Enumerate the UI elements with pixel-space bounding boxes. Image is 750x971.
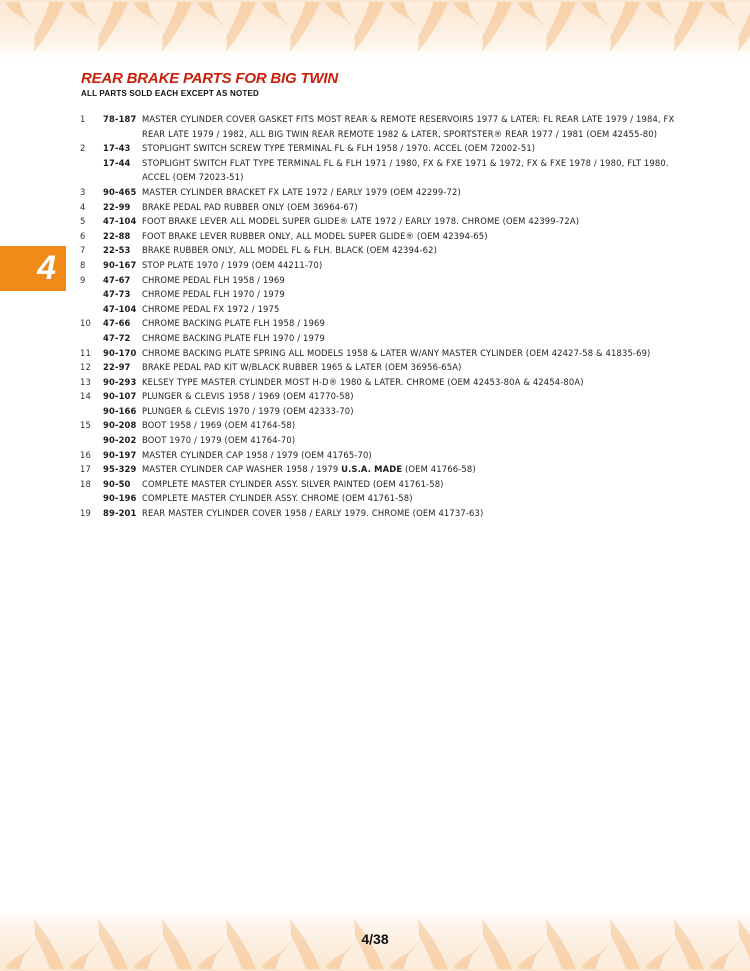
- part-description: [142, 389, 680, 404]
- part-description: [142, 418, 680, 433]
- part-description: [142, 156, 680, 185]
- page-subtitle: ALL PARTS SOLD EACH EXCEPT AS NOTED: [81, 89, 259, 98]
- part-number: 89-201: [103, 508, 137, 519]
- description-text: REAR MASTER CYLINDER COVER 1958 / EARLY 1979. CHROME (OEM 41737-63): [142, 508, 484, 519]
- part-description: [142, 462, 680, 477]
- part-number: 90-196: [103, 493, 137, 504]
- description-text: CHROME PEDAL FLH 1958 / 1969: [142, 274, 285, 285]
- part-row: [80, 141, 680, 156]
- part-number: 22-53: [103, 245, 131, 256]
- item-number: 10: [80, 318, 91, 329]
- item-number: 8: [80, 259, 86, 270]
- description-text: BRAKE PEDAL PAD RUBBER ONLY (OEM 36964-67): [142, 201, 358, 212]
- item-number: [80, 287, 103, 302]
- item-number: 7: [80, 245, 86, 256]
- description-text: CHROME BACKING PLATE FLH 1958 / 1969: [142, 318, 325, 329]
- part-description: [142, 346, 680, 361]
- description-text: CHROME BACKING PLATE FLH 1970 / 1979: [142, 332, 325, 343]
- part-number: 90-197: [103, 449, 137, 460]
- item-number: 5: [80, 216, 86, 227]
- part-number: 90-293: [103, 376, 137, 387]
- part-number: 90-107: [103, 391, 137, 402]
- part-number: 47-73: [103, 289, 131, 300]
- description-text: MASTER CYLINDER CAP 1958 / 1979 (OEM 41765-70): [142, 449, 372, 460]
- part-row: [80, 448, 680, 463]
- usa-made-label: U.S.A. MADE: [341, 464, 403, 475]
- part-row: [80, 214, 680, 229]
- part-row: [80, 287, 680, 302]
- item-number: [80, 302, 103, 317]
- part-description: [142, 273, 680, 288]
- part-description: [142, 258, 680, 273]
- part-row: [80, 433, 680, 448]
- part-row: [80, 462, 680, 477]
- part-number: 22-97: [103, 362, 131, 373]
- description-text: STOP PLATE 1970 / 1979 (OEM 44211-70): [142, 259, 323, 270]
- description-text: COMPLETE MASTER CYLINDER ASSY. CHROME (OEM 41761-58): [142, 493, 413, 504]
- part-number: 47-104: [103, 303, 137, 314]
- item-number: 16: [80, 449, 91, 460]
- part-description: [142, 287, 680, 302]
- part-number: 78-187: [103, 114, 137, 124]
- description-text: BRAKE RUBBER ONLY, ALL MODEL FL & FLH. BLACK (OEM 42394-62): [142, 245, 438, 256]
- description-text: BOOT 1970 / 1979 (OEM 41764-70): [142, 435, 296, 446]
- part-number: 17-44: [103, 157, 131, 168]
- part-description: [142, 141, 680, 156]
- item-number: 9: [80, 274, 86, 285]
- part-row: [80, 229, 680, 244]
- item-number: 11: [80, 347, 91, 358]
- part-description: [142, 375, 680, 390]
- description-text: BRAKE PEDAL PAD KIT W/BLACK RUBBER 1965 & LATER (OEM 36956-65A): [142, 362, 462, 373]
- part-number: 90-50: [103, 478, 131, 489]
- part-row: [80, 404, 680, 419]
- item-number: 14: [80, 391, 91, 402]
- section-number: 4: [37, 249, 56, 287]
- description-text: PLUNGER & CLEVIS 1970 / 1979 (OEM 42333-70): [142, 405, 354, 416]
- part-number: 95-329: [103, 464, 137, 475]
- part-row: [80, 477, 680, 492]
- part-number: 22-88: [103, 230, 131, 241]
- item-number: 17: [80, 464, 91, 475]
- part-row: [80, 112, 680, 141]
- item-number: 19: [80, 508, 91, 519]
- page-title: REAR BRAKE PARTS FOR BIG TWIN: [81, 70, 338, 87]
- part-row: [80, 331, 680, 346]
- description-text: MASTER CYLINDER BRACKET FX LATE 1972 / EARLY 1979 (OEM 42299-72): [142, 186, 461, 197]
- part-row: [80, 360, 680, 375]
- description-text: MASTER CYLINDER CAP WASHER 1958 / 1979: [142, 464, 339, 475]
- description-tail: (OEM 41766-58): [405, 464, 476, 475]
- part-row: [80, 418, 680, 433]
- flame-pattern-top: [0, 0, 750, 60]
- part-row: [80, 200, 680, 215]
- description-text: COMPLETE MASTER CYLINDER ASSY. SILVER PAINTED (OEM 41761-58): [142, 478, 444, 489]
- part-description: [142, 448, 680, 463]
- part-row: [80, 302, 680, 317]
- part-number: 47-67: [103, 274, 131, 285]
- part-row: [80, 273, 680, 288]
- part-row: [80, 491, 680, 506]
- description-text: FOOT BRAKE LEVER ALL MODEL SUPER GLIDE® LATE 1972 / EARLY 1978. CHROME (OEM 42399-72A): [142, 216, 580, 227]
- part-number: 47-72: [103, 332, 131, 343]
- part-number: 47-104: [103, 216, 137, 227]
- description-text: CHROME BACKING PLATE SPRING ALL MODELS 1958 & LATER W/ANY MASTER CYLINDER (OEM 42427-58 & 41835-69): [142, 347, 651, 358]
- part-number: 17-43: [103, 143, 131, 154]
- part-number: 90-170: [103, 347, 137, 358]
- description-text: FOOT BRAKE LEVER RUBBER ONLY, ALL MODEL SUPER GLIDE® (OEM 42394-65): [142, 230, 488, 241]
- description-text: CHROME PEDAL FLH 1970 / 1979: [142, 289, 285, 300]
- page-number: 4/38: [361, 931, 389, 947]
- parts-list: [80, 112, 680, 521]
- item-number: [80, 491, 103, 506]
- description-text: KELSEY TYPE MASTER CYLINDER MOST H-D® 1980 & LATER. CHROME (OEM 42453-80A & 42454-80A): [142, 376, 584, 387]
- description-text: PLUNGER & CLEVIS 1958 / 1969 (OEM 41770-58): [142, 391, 354, 402]
- part-description: [142, 200, 680, 215]
- part-description: [142, 243, 680, 258]
- item-number: 12: [80, 362, 91, 373]
- part-row: [80, 389, 680, 404]
- part-description: [142, 404, 680, 419]
- part-description: [142, 214, 680, 229]
- part-description: [142, 477, 680, 492]
- part-row: [80, 243, 680, 258]
- part-number: 90-166: [103, 405, 137, 416]
- part-number: 90-167: [103, 259, 137, 270]
- part-description: [142, 112, 680, 141]
- description-text: STOPLIGHT SWITCH FLAT TYPE TERMINAL FL & FLH 1971 / 1980, FX & FXE 1971 & 1972, FX & FXE 1978 / 1980, FLT 1980. ACCEL (OEM 72023-51): [142, 157, 669, 183]
- part-description: [142, 302, 680, 317]
- item-number: 3: [80, 186, 86, 197]
- item-number: 2: [80, 143, 86, 154]
- part-row: [80, 346, 680, 361]
- part-number: 22-99: [103, 201, 131, 212]
- description-text: MASTER CYLINDER COVER GASKET FITS MOST REAR & REMOTE RESERVOIRS 1977 & LATER: FL REAR LATE 1979 / 1984, FX REAR LATE 1979 / 1982, ALL BIG TWIN REAR REMOTE 1982 & LATER, SPORTSTER® REAR 1977 / 1981 (OEM 42455-80): [142, 114, 675, 139]
- part-row: [80, 258, 680, 273]
- section-tab: [0, 246, 66, 291]
- flame-border-top: [0, 0, 750, 60]
- item-number: [80, 433, 103, 448]
- part-row: [80, 185, 680, 200]
- part-row: [80, 316, 680, 331]
- item-number: 13: [80, 376, 91, 387]
- item-number: 4: [80, 201, 86, 212]
- item-number: [80, 156, 103, 185]
- part-description: [142, 506, 680, 521]
- part-description: [142, 185, 680, 200]
- part-description: [142, 433, 680, 448]
- part-description: [142, 491, 680, 506]
- part-number: 90-202: [103, 435, 137, 446]
- part-row: [80, 156, 680, 185]
- part-number: 90-465: [103, 186, 137, 197]
- part-number: 90-208: [103, 420, 137, 431]
- part-description: [142, 360, 680, 375]
- part-description: [142, 331, 680, 346]
- item-number: [80, 331, 103, 346]
- description-text: CHROME PEDAL FX 1972 / 1975: [142, 303, 280, 314]
- description-text: BOOT 1958 / 1969 (OEM 41764-58): [142, 420, 296, 431]
- item-number: 1: [80, 114, 86, 124]
- part-description: [142, 229, 680, 244]
- part-row: [80, 506, 680, 521]
- item-number: 18: [80, 478, 91, 489]
- part-row: [80, 375, 680, 390]
- description-text: STOPLIGHT SWITCH SCREW TYPE TERMINAL FL & FLH 1958 / 1970. ACCEL (OEM 72002-51): [142, 143, 536, 154]
- item-number: 15: [80, 420, 91, 431]
- part-description: [142, 316, 680, 331]
- item-number: 6: [80, 230, 86, 241]
- item-number: [80, 404, 103, 419]
- part-number: 47-66: [103, 318, 131, 329]
